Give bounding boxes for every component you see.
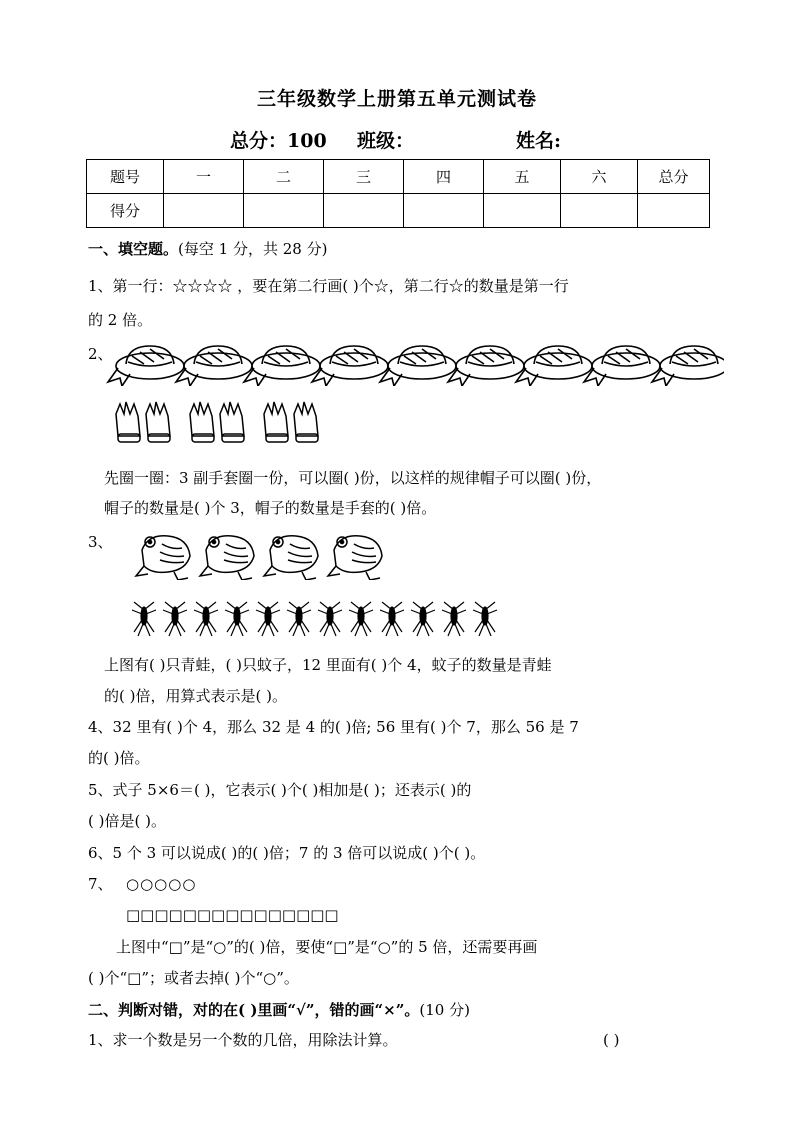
mosquitoes-illustration xyxy=(126,598,526,638)
class-label: 班级： xyxy=(357,130,415,152)
gloves-icon xyxy=(116,402,170,442)
question-3-number: 3、 xyxy=(88,533,113,551)
table-cell: 三 xyxy=(324,160,404,194)
mosquito-icon xyxy=(473,602,497,636)
score-cell[interactable] xyxy=(324,194,404,228)
question-2-line-2: 帽子的数量是( )个 3，帽子的数量是手套的( )倍。 xyxy=(104,499,437,517)
table-cell: 题号 xyxy=(87,160,164,194)
question-3-line-1: 上图有( )只青蛙，( )只蚊子，12 里面有( )个 4，蚊子的数量是青蛙 xyxy=(104,656,552,674)
hat-icon xyxy=(380,346,456,386)
score-table-header-row xyxy=(87,160,710,194)
score-cell[interactable] xyxy=(404,194,484,228)
gloves-illustration xyxy=(108,398,338,448)
squares-row: □□□□□□□□□□□□□□□ xyxy=(126,906,339,924)
question-2-line-1: 先圈一圈：3 副手套圈一份，可以圈( )份，以这样的规律帽子可以圈( )份， xyxy=(104,469,602,487)
score-table xyxy=(86,159,710,228)
score-cell[interactable] xyxy=(244,194,324,228)
table-cell: 得分 xyxy=(87,194,164,228)
question-4-line-2: 的( )倍。 xyxy=(88,749,150,767)
score-cell[interactable] xyxy=(484,194,561,228)
table-cell: 总分 xyxy=(638,160,710,194)
table-cell: 二 xyxy=(244,160,324,194)
question-7-line-2: ( )个“□”；或者去掉( )个“○”。 xyxy=(88,969,299,987)
question-6-line-1: 6、5 个 3 可以说成( )的( )倍；7 的 3 倍可以说成( )个( )。 xyxy=(88,844,486,862)
mosquito-icon xyxy=(256,602,280,636)
total-score: 总分：100 xyxy=(230,130,327,152)
hat-icon xyxy=(108,346,184,386)
mosquito-icon xyxy=(318,602,342,636)
judgment-1-text: 1、求一个数是另一个数的几倍，用除法计算。 xyxy=(88,1031,398,1049)
section-title: 一、填空题。 xyxy=(88,240,179,258)
section-title: 二、判断对错，对的在( )里画“√”，错的画“×”。 xyxy=(88,1001,420,1019)
hat-icon xyxy=(652,346,724,386)
section-points: (每空 1 分，共 28 分) xyxy=(178,240,328,258)
table-cell: 四 xyxy=(404,160,484,194)
hat-icon xyxy=(448,346,524,386)
name-label: 姓名: xyxy=(516,130,562,152)
page-title: 三年级数学上册第五单元测试卷 xyxy=(256,88,537,110)
mosquito-icon xyxy=(225,602,249,636)
circles-row: ○○○○○ xyxy=(126,875,197,893)
frog-icon xyxy=(200,536,254,580)
question-1-line-2: 的 2 倍。 xyxy=(88,311,153,329)
mosquito-icon xyxy=(287,602,311,636)
hat-icon xyxy=(584,346,660,386)
mosquito-icon xyxy=(380,602,404,636)
question-3-line-2: 的( )倍，用算式表示是( )。 xyxy=(104,687,287,705)
gloves-icon xyxy=(190,402,244,442)
judgment-1-answer-paren[interactable]: ( ) xyxy=(603,1031,620,1049)
hat-icon xyxy=(176,346,252,386)
hat-icon xyxy=(244,346,320,386)
mosquito-icon xyxy=(411,602,435,636)
hats-illustration xyxy=(104,340,724,386)
hat-icon xyxy=(516,346,592,386)
table-cell: 一 xyxy=(164,160,244,194)
mosquito-icon xyxy=(349,602,373,636)
frog-icon xyxy=(328,536,382,580)
score-table-score-row xyxy=(87,194,710,228)
hat-icon xyxy=(312,346,388,386)
question-7-line-1: 上图中“□”是“○”的( )倍，要使“□”是“○”的 5 倍，还需要再画 xyxy=(116,938,538,956)
score-cell[interactable] xyxy=(561,194,638,228)
question-2-number: 2、 xyxy=(88,345,113,363)
frog-icon xyxy=(136,536,190,580)
table-cell: 六 xyxy=(561,160,638,194)
question-5-line-2: ( )倍是( )。 xyxy=(88,812,166,830)
mosquito-icon xyxy=(132,602,156,636)
gloves-icon xyxy=(264,402,318,442)
section-points: (10 分) xyxy=(419,1001,470,1019)
score-cell[interactable] xyxy=(164,194,244,228)
question-1-line-1: 1、第一行：☆☆☆☆ ，要在第二行画( )个☆，第二行☆的数量是第一行 xyxy=(88,277,569,295)
table-cell: 五 xyxy=(484,160,561,194)
section-1-heading xyxy=(88,238,327,259)
frogs-illustration xyxy=(130,528,390,580)
question-4-line-1: 4、32 里有( )个 4，那么 32 是 4 的( )倍; 56 里有( )个 7，那么 56 是 7 xyxy=(88,718,579,736)
mosquito-icon xyxy=(163,602,187,636)
frog-icon xyxy=(264,536,318,580)
score-cell[interactable] xyxy=(638,194,710,228)
question-7-number: 7、 xyxy=(88,875,113,893)
section-2-heading xyxy=(88,999,470,1020)
mosquito-icon xyxy=(442,602,466,636)
question-5-line-1: 5、式子 5×6＝( )，它表示( )个( )相加是( )；还表示( )的 xyxy=(88,781,472,799)
mosquito-icon xyxy=(194,602,218,636)
